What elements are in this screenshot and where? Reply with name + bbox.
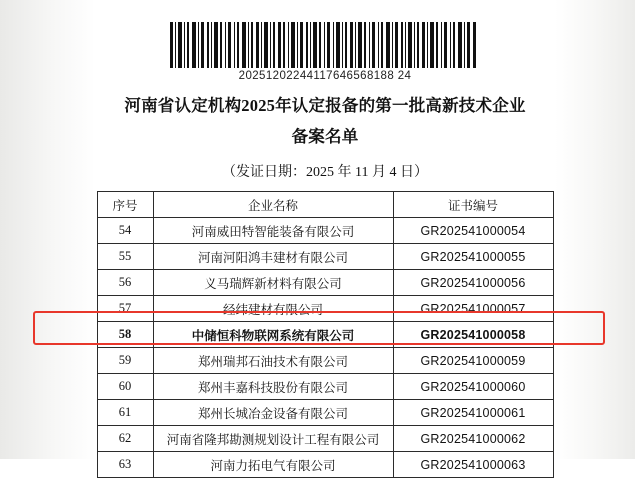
table-row <box>97 218 553 244</box>
document-issue-date: （发证日期：2025 年 11 月 4 日） <box>222 165 428 180</box>
cell-cert: GR202541000060 <box>393 374 553 400</box>
cell-index: 63 <box>97 452 153 478</box>
page-left-shadow <box>0 0 95 459</box>
cell-cert: GR202541000058 <box>393 322 553 348</box>
column-header-cert: 证书编号 <box>393 192 553 218</box>
barcode-image <box>170 22 480 68</box>
cell-name: 郑州瑞邦石油技术有限公司 <box>153 348 393 374</box>
table-row <box>97 348 553 374</box>
cell-cert: GR202541000061 <box>393 400 553 426</box>
cell-cert: GR202541000057 <box>393 296 553 322</box>
cell-index: 62 <box>97 426 153 452</box>
column-header-index: 序号 <box>97 192 153 218</box>
table-row <box>97 270 553 296</box>
column-header-name: 企业名称 <box>153 192 393 218</box>
page-right-shadow <box>555 0 635 459</box>
barcode-number: 20251202244117646568188 24 <box>238 70 412 82</box>
cell-index: 58 <box>97 322 153 348</box>
cell-name: 中储恒科物联网系统有限公司 <box>153 322 393 348</box>
cell-cert: GR202541000055 <box>393 244 553 270</box>
cell-index: 57 <box>97 296 153 322</box>
cell-cert: GR202541000054 <box>393 218 553 244</box>
cell-cert: GR202541000063 <box>393 452 553 478</box>
cell-name: 郑州丰嘉科技股份有限公司 <box>153 374 393 400</box>
table-row <box>97 400 553 426</box>
cell-cert: GR202541000059 <box>393 348 553 374</box>
cell-name: 河南河阳鸿丰建材有限公司 <box>153 244 393 270</box>
cell-index: 54 <box>97 218 153 244</box>
table-row <box>97 426 553 452</box>
enterprise-list-table <box>97 191 554 478</box>
table-row <box>97 374 553 400</box>
document-title-line-2: 备案名单 <box>291 127 359 146</box>
cell-name: 经纬建材有限公司 <box>153 296 393 322</box>
cell-name: 郑州长城冶金设备有限公司 <box>153 400 393 426</box>
table-row <box>97 452 553 478</box>
cell-name: 河南威田特智能装备有限公司 <box>153 218 393 244</box>
cell-name: 义马瑞辉新材料有限公司 <box>153 270 393 296</box>
cell-index: 59 <box>97 348 153 374</box>
table-row <box>97 244 553 270</box>
table-row-highlighted <box>97 322 553 348</box>
cell-cert: GR202541000056 <box>393 270 553 296</box>
cell-index: 55 <box>97 244 153 270</box>
cell-name: 河南省隆邦勘测规划设计工程有限公司 <box>153 426 393 452</box>
cell-index: 60 <box>97 374 153 400</box>
cell-index: 61 <box>97 400 153 426</box>
cell-cert: GR202541000062 <box>393 426 553 452</box>
table-row <box>97 296 553 322</box>
cell-name: 河南力拓电气有限公司 <box>153 452 393 478</box>
document-sheet <box>95 0 555 473</box>
barcode-area <box>95 22 555 68</box>
table-header-row <box>97 192 553 218</box>
document-title-line-1: 河南省认定机构2025年认定报备的第一批高新技术企业 <box>124 96 526 115</box>
cell-index: 56 <box>97 270 153 296</box>
